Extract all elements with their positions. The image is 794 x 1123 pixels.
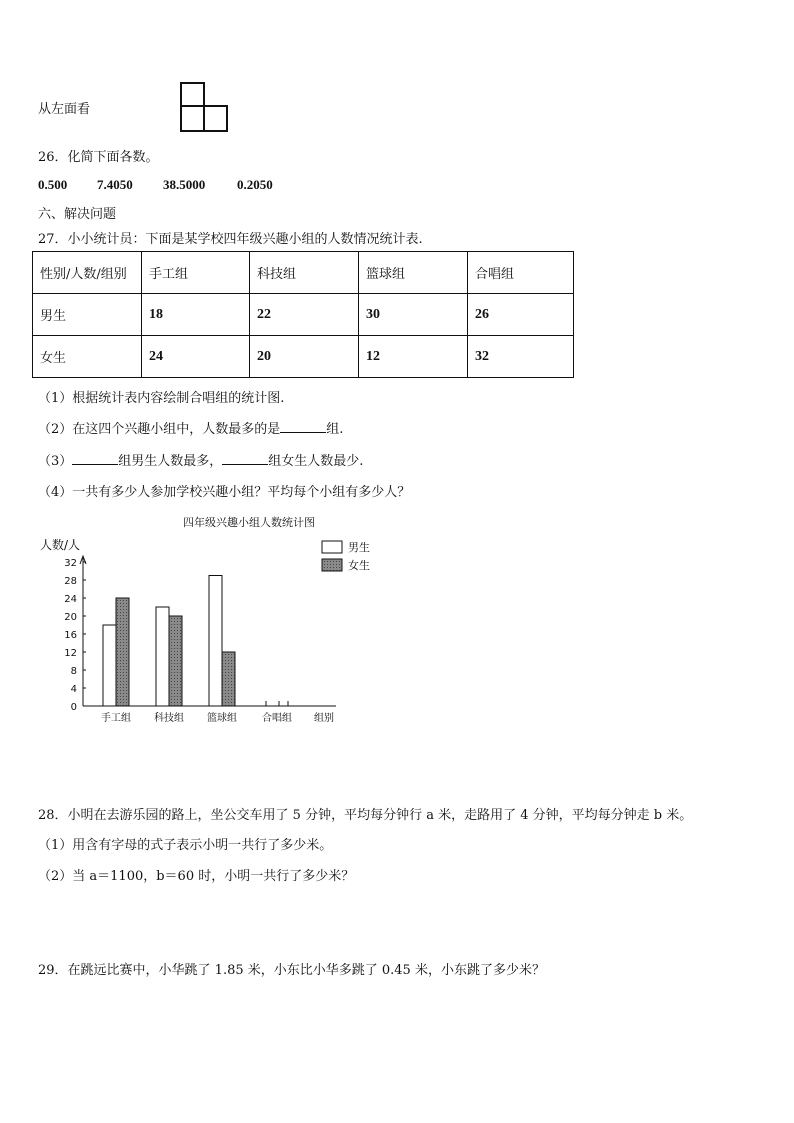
bar-girls-3 [222,652,235,706]
table-cell: 30 [359,294,468,336]
table-header-row [33,252,574,294]
q27-sub3 [38,450,363,469]
y-tick-label: 16 [64,630,77,641]
x-tick-label: 合唱组 [262,713,292,724]
legend-label: 女生 [348,559,370,572]
y-tick-label: 0 [70,702,77,713]
table-cell: 24 [142,336,250,378]
stats-table [32,251,574,378]
y-tick-label: 12 [64,648,77,659]
table-header-cell: 性别/人数/组别 [33,252,142,294]
q26-number-3: 38.5000 [163,177,206,192]
answer-blank[interactable] [280,420,326,433]
chart-legend [322,540,370,572]
table-row [33,294,574,336]
answer-blank[interactable] [72,452,118,465]
view-label: 从左面看 [38,102,91,117]
x-tick-label: 篮球组 [207,713,237,724]
view-square-bottom-right [204,106,227,131]
table-cell: 男生 [33,294,142,336]
legend-swatch [322,541,342,553]
table-header-cell: 合唱组 [468,252,574,294]
table-cell: 女生 [33,336,142,378]
y-tick-label: 28 [64,576,77,587]
x-tick-label: 手工组 [101,713,131,724]
table-cell: 32 [468,336,574,378]
section-heading: 六、解决问题 [38,207,117,222]
left-view-figure [179,81,231,135]
view-square-bottom-left [181,106,204,131]
table-cell: 26 [468,294,574,336]
bar-chart [36,510,396,730]
table-cell: 12 [359,336,468,378]
table-row [33,336,574,378]
q26-title: 26．化简下面各数。 [38,150,159,165]
q27-sub2 [38,418,343,437]
q27-sub2-text-a: （2）在这四个兴趣小组中，人数最多的是 [38,422,281,437]
bar-girls-2 [169,616,182,706]
q27-sub2-text-b: 组. [326,422,344,437]
table-header-cell: 篮球组 [359,252,468,294]
chart-ylabel: 人数/人 [40,538,81,552]
y-tick-label: 24 [64,594,77,605]
table-header-cell: 手工组 [142,252,250,294]
q26-number-1: 0.500 [38,177,68,192]
q27-sub1: （1）根据统计表内容绘制合唱组的统计图. [38,391,285,406]
q27-title: 27．小小统计员：下面是某学校四年级兴趣小组的人数情况统计表. [38,232,423,247]
chart-title: 四年级兴趣小组人数统计图 [183,516,315,529]
legend-swatch [322,559,342,571]
q28-sub2: （2）当 a＝1100，b＝60 时，小明一共行了多少米？ [38,869,355,884]
x-tick-label: 科技组 [154,713,184,724]
q26-number-4: 0.2050 [237,177,273,192]
q29-title: 29．在跳远比赛中，小华跳了 1.85 米，小东比小华多跳了 0.45 米，小东跳了多少米？ [38,963,545,978]
y-tick-label: 8 [70,666,77,677]
q28-title: 28．小明在去游乐园的路上，坐公交车用了 5 分钟，平均每分钟行 a 米，走路用了 4 分钟，平均每分钟走 b 米。 [38,808,693,823]
bar-boys-3 [209,576,222,707]
y-tick-label: 4 [70,684,77,695]
bar-girls-1 [116,598,129,706]
q26-number-2: 7.4050 [97,177,133,192]
q27-sub3-text-b: 组男生人数最多， [118,454,223,469]
table-cell: 22 [250,294,359,336]
q27-sub4: （4）一共有多少人参加学校兴趣小组？平均每个小组有多少人？ [38,485,411,500]
table-cell: 18 [142,294,250,336]
x-axis-label: 组别 [314,713,334,724]
q27-sub3-text-a: （3） [38,454,73,469]
table-cell: 20 [250,336,359,378]
y-tick-label: 32 [64,558,77,569]
legend-label: 男生 [348,541,370,554]
q28-sub1: （1）用含有字母的式子表示小明一共行了多少米。 [38,838,333,853]
answer-blank[interactable] [222,452,268,465]
y-tick-label: 20 [64,612,77,623]
q27-sub3-text-c: 组女生人数最少. [268,454,364,469]
view-square-top [181,83,204,106]
table-header-cell: 科技组 [250,252,359,294]
bar-boys-2 [156,607,169,706]
bar-boys-1 [103,625,116,706]
